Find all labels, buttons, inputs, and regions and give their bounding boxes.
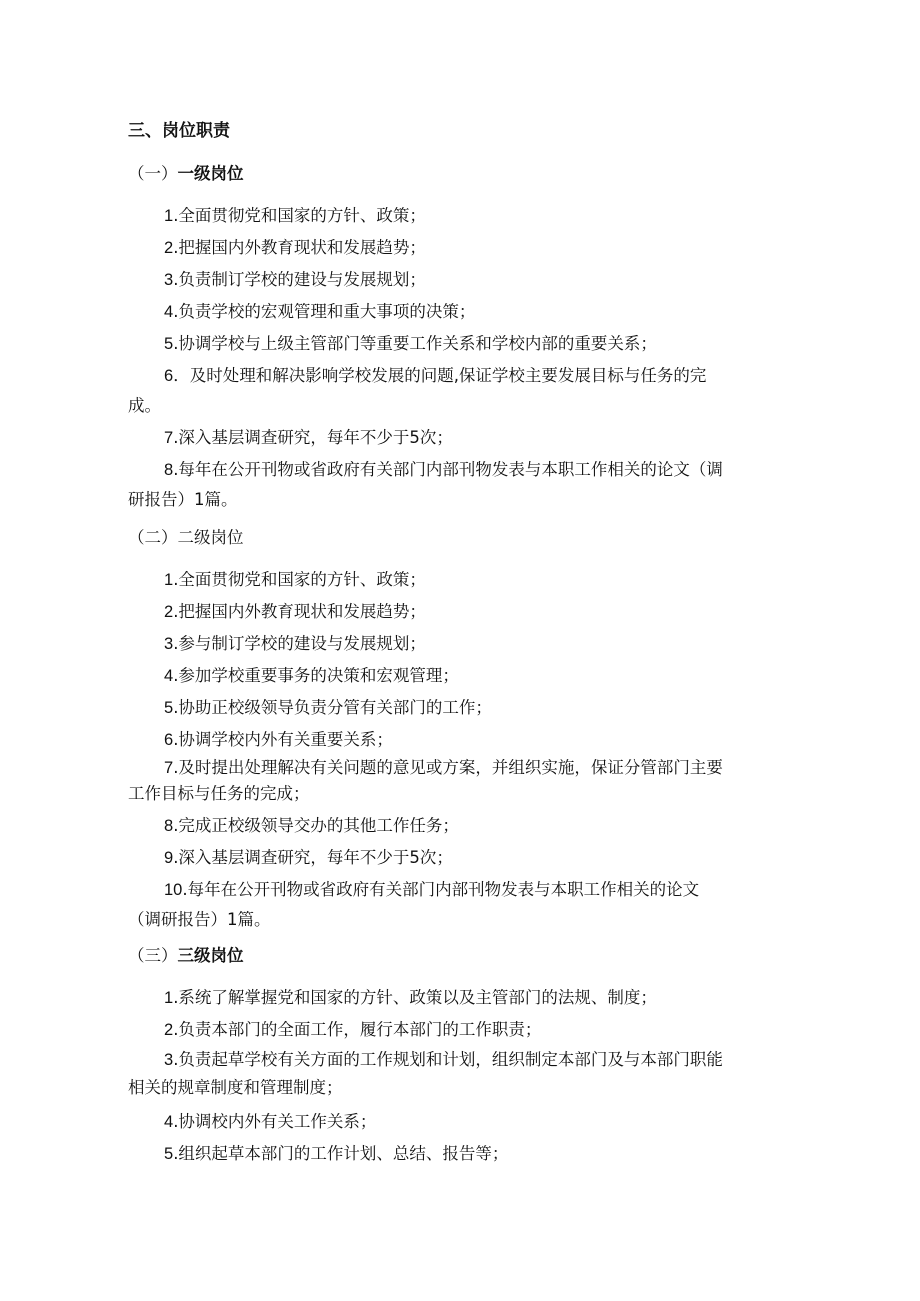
list-item bbox=[128, 730, 813, 750]
item-line bbox=[128, 1144, 813, 1164]
item-line bbox=[128, 880, 813, 900]
item-line-continued: 相关的规章制度和管理制度； bbox=[128, 1078, 343, 1097]
list-item bbox=[128, 302, 813, 322]
item-text: .负责起草学校有关方面的工作规划和计划，组织制定本部门及与本部门职能 bbox=[173, 1050, 723, 1069]
item-line bbox=[128, 730, 813, 750]
item-number: 1 bbox=[164, 989, 174, 1007]
list-item bbox=[128, 270, 813, 290]
item-line-continued: 成。 bbox=[128, 396, 161, 415]
item-line bbox=[128, 206, 813, 226]
subsection-heading-3 bbox=[128, 946, 244, 966]
item-number: 6 bbox=[164, 731, 174, 749]
item-number: 10 bbox=[164, 881, 183, 899]
list-item bbox=[128, 206, 813, 226]
item-line-continued: （调研报告）1篇。 bbox=[128, 910, 271, 929]
item-text: .完成正校级领导交办的其他工作任务； bbox=[173, 816, 459, 835]
list-item bbox=[128, 698, 813, 718]
list-item bbox=[128, 988, 813, 1008]
item-line bbox=[128, 334, 813, 354]
subsection-paren: （一） bbox=[128, 164, 178, 183]
item-number: 4 bbox=[164, 303, 174, 321]
subsection-title: 一级岗位 bbox=[177, 164, 244, 183]
item-number: 7 bbox=[164, 429, 174, 447]
item-number: 5 bbox=[164, 335, 174, 353]
item-number: 7 bbox=[164, 759, 174, 777]
item-number: 4 bbox=[164, 667, 174, 685]
item-number: 3 bbox=[164, 271, 174, 289]
list-item bbox=[128, 634, 813, 654]
item-text: .深入基层调查研究，每年不少于5次； bbox=[173, 428, 453, 447]
item-text: .把握国内外教育现状和发展趋势； bbox=[173, 238, 426, 257]
item-number: 5 bbox=[164, 1145, 174, 1163]
item-number: 8 bbox=[164, 461, 174, 479]
subsection-paren: （三） bbox=[128, 946, 178, 965]
item-number: 2 bbox=[164, 239, 174, 257]
item-line bbox=[128, 570, 813, 590]
item-number: 3 bbox=[164, 635, 174, 653]
item-line bbox=[128, 238, 813, 258]
subsection-heading-1 bbox=[128, 164, 244, 184]
item-line bbox=[128, 602, 813, 622]
item-number: 5 bbox=[164, 699, 174, 717]
item-line-continued: 工作目标与任务的完成； bbox=[128, 784, 310, 803]
list-item bbox=[128, 1020, 813, 1040]
list-item bbox=[128, 602, 813, 622]
list-item bbox=[128, 460, 813, 510]
item-text: .负责本部门的全面工作，履行本部门的工作职责； bbox=[173, 1020, 542, 1039]
list-item bbox=[128, 1112, 813, 1132]
list-item bbox=[128, 758, 813, 804]
item-number: 2 bbox=[164, 603, 174, 621]
item-line bbox=[128, 270, 813, 290]
item-number: 1 bbox=[164, 571, 174, 589]
list-item bbox=[128, 428, 813, 448]
item-text: .负责学校的宏观管理和重大事项的决策； bbox=[173, 302, 476, 321]
subsection-heading-2 bbox=[128, 528, 244, 548]
section-heading: 三、岗位职责 bbox=[128, 121, 230, 141]
item-number: 1 bbox=[164, 207, 174, 225]
list-item bbox=[128, 1050, 813, 1098]
item-line bbox=[128, 460, 813, 480]
item-text: .每年在公开刊物或省政府有关部门内部刊物发表与本职工作相关的论文（调 bbox=[173, 460, 723, 479]
item-text: .深入基层调查研究，每年不少于5次； bbox=[173, 848, 453, 867]
item-number: 9 bbox=[164, 849, 174, 867]
list-item bbox=[128, 334, 813, 354]
item-text: .每年在公开刊物或省政府有关部门内部刊物发表与本职工作相关的论文 bbox=[182, 880, 700, 899]
subsection-title: 二级岗位 bbox=[177, 528, 244, 547]
list-item bbox=[128, 1144, 813, 1164]
item-line-continued: 研报告）1篇。 bbox=[128, 490, 238, 509]
item-line bbox=[128, 634, 813, 654]
item-line bbox=[128, 302, 813, 322]
item-line bbox=[128, 816, 813, 836]
item-number: 6 bbox=[164, 367, 174, 385]
item-line bbox=[128, 1050, 813, 1070]
item-text: .参与制订学校的建设与发展规划； bbox=[173, 634, 426, 653]
item-text: .系统了解掌握党和国家的方针、政策以及主管部门的法规、制度； bbox=[173, 988, 657, 1007]
item-line bbox=[128, 848, 813, 868]
list-item bbox=[128, 666, 813, 686]
item-number: 8 bbox=[164, 817, 174, 835]
item-line bbox=[128, 758, 813, 778]
list-item bbox=[128, 848, 813, 868]
item-line bbox=[128, 666, 813, 686]
item-line bbox=[128, 366, 813, 386]
item-number: 4 bbox=[164, 1113, 174, 1131]
item-text: .组织起草本部门的工作计划、总结、报告等； bbox=[173, 1144, 509, 1163]
item-line bbox=[128, 428, 813, 448]
item-text: .协调学校内外有关重要关系； bbox=[173, 730, 393, 749]
item-number: 2 bbox=[164, 1021, 174, 1039]
item-text: .负责制订学校的建设与发展规划； bbox=[173, 270, 426, 289]
item-number: 3 bbox=[164, 1051, 174, 1069]
item-text: .协调学校与上级主管部门等重要工作关系和学校内部的重要关系； bbox=[173, 334, 657, 353]
list-item bbox=[128, 816, 813, 836]
item-text: .参加学校重要事务的决策和宏观管理； bbox=[173, 666, 459, 685]
item-text: .协助正校级领导负责分管有关部门的工作； bbox=[173, 698, 492, 717]
list-item bbox=[128, 366, 813, 416]
item-line bbox=[128, 1020, 813, 1040]
item-text: .协调校内外有关工作关系； bbox=[173, 1112, 377, 1131]
list-item bbox=[128, 238, 813, 258]
item-line bbox=[128, 1112, 813, 1132]
subsection-title: 三级岗位 bbox=[177, 946, 244, 965]
list-item bbox=[128, 570, 813, 590]
item-text: .全面贯彻党和国家的方针、政策； bbox=[173, 206, 426, 225]
list-item bbox=[128, 880, 813, 930]
item-text: .及时提出处理解决有关问题的意见或方案，并组织实施，保证分管部门主要 bbox=[173, 758, 723, 777]
item-text: .把握国内外教育现状和发展趋势； bbox=[173, 602, 426, 621]
item-line bbox=[128, 698, 813, 718]
item-text: ．及时处理和解决影响学校发展的问题,保证学校主要发展目标与任务的完 bbox=[173, 366, 707, 385]
item-text: .全面贯彻党和国家的方针、政策； bbox=[173, 570, 426, 589]
subsection-paren: （二） bbox=[128, 528, 178, 547]
item-line bbox=[128, 988, 813, 1008]
